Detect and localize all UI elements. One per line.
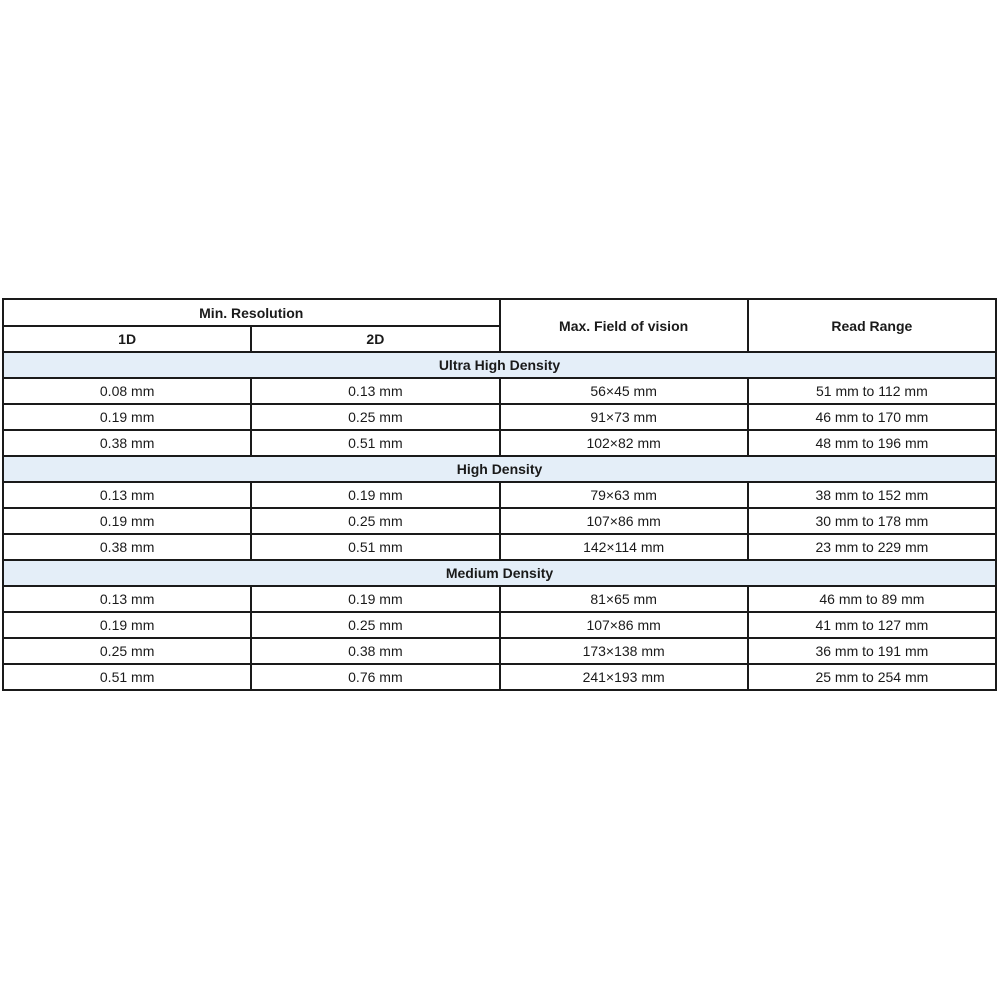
header-min-resolution: Min. Resolution [3,299,500,326]
cell-1d-resolution: 0.08 mm [3,378,251,404]
cell-field-of-vision: 142×114 mm [500,534,748,560]
header-1d: 1D [3,326,251,352]
cell-read-range: 48 mm to 196 mm [748,430,996,456]
table-row [3,638,996,664]
cell-2d-resolution: 0.51 mm [251,534,499,560]
cell-1d-resolution: 0.19 mm [3,404,251,430]
cell-2d-resolution: 0.19 mm [251,586,499,612]
table-row [3,534,996,560]
table-row [3,586,996,612]
cell-read-range: 23 mm to 229 mm [748,534,996,560]
cell-1d-resolution: 0.38 mm [3,534,251,560]
cell-1d-resolution: 0.38 mm [3,430,251,456]
cell-2d-resolution: 0.76 mm [251,664,499,690]
cell-field-of-vision: 241×193 mm [500,664,748,690]
section-title: High Density [3,456,996,482]
cell-field-of-vision: 107×86 mm [500,508,748,534]
cell-field-of-vision: 173×138 mm [500,638,748,664]
cell-1d-resolution: 0.25 mm [3,638,251,664]
cell-1d-resolution: 0.19 mm [3,508,251,534]
cell-read-range: 36 mm to 191 mm [748,638,996,664]
specification-table [2,298,997,691]
cell-field-of-vision: 107×86 mm [500,612,748,638]
table-row [3,664,996,690]
cell-1d-resolution: 0.19 mm [3,612,251,638]
header-read-range: Read Range [748,299,996,352]
table-row [3,378,996,404]
cell-2d-resolution: 0.25 mm [251,508,499,534]
cell-1d-resolution: 0.51 mm [3,664,251,690]
cell-read-range: 38 mm to 152 mm [748,482,996,508]
section-row [3,560,996,586]
cell-read-range: 30 mm to 178 mm [748,508,996,534]
cell-2d-resolution: 0.51 mm [251,430,499,456]
section-title: Ultra High Density [3,352,996,378]
table-row [3,612,996,638]
cell-read-range: 25 mm to 254 mm [748,664,996,690]
cell-1d-resolution: 0.13 mm [3,482,251,508]
cell-2d-resolution: 0.19 mm [251,482,499,508]
section-title: Medium Density [3,560,996,586]
cell-2d-resolution: 0.25 mm [251,404,499,430]
section-row [3,456,996,482]
section-row [3,352,996,378]
cell-read-range: 46 mm to 170 mm [748,404,996,430]
header-field-of-vision: Max. Field of vision [500,299,748,352]
cell-read-range: 46 mm to 89 mm [748,586,996,612]
table-row [3,508,996,534]
table-body [3,352,996,690]
cell-2d-resolution: 0.25 mm [251,612,499,638]
cell-read-range: 41 mm to 127 mm [748,612,996,638]
cell-2d-resolution: 0.13 mm [251,378,499,404]
table-row [3,404,996,430]
cell-field-of-vision: 91×73 mm [500,404,748,430]
cell-field-of-vision: 81×65 mm [500,586,748,612]
cell-2d-resolution: 0.38 mm [251,638,499,664]
table-row [3,482,996,508]
cell-field-of-vision: 56×45 mm [500,378,748,404]
cell-read-range: 51 mm to 112 mm [748,378,996,404]
cell-1d-resolution: 0.13 mm [3,586,251,612]
cell-field-of-vision: 79×63 mm [500,482,748,508]
header-2d: 2D [251,326,499,352]
table-row [3,430,996,456]
header-row [3,299,996,326]
cell-field-of-vision: 102×82 mm [500,430,748,456]
